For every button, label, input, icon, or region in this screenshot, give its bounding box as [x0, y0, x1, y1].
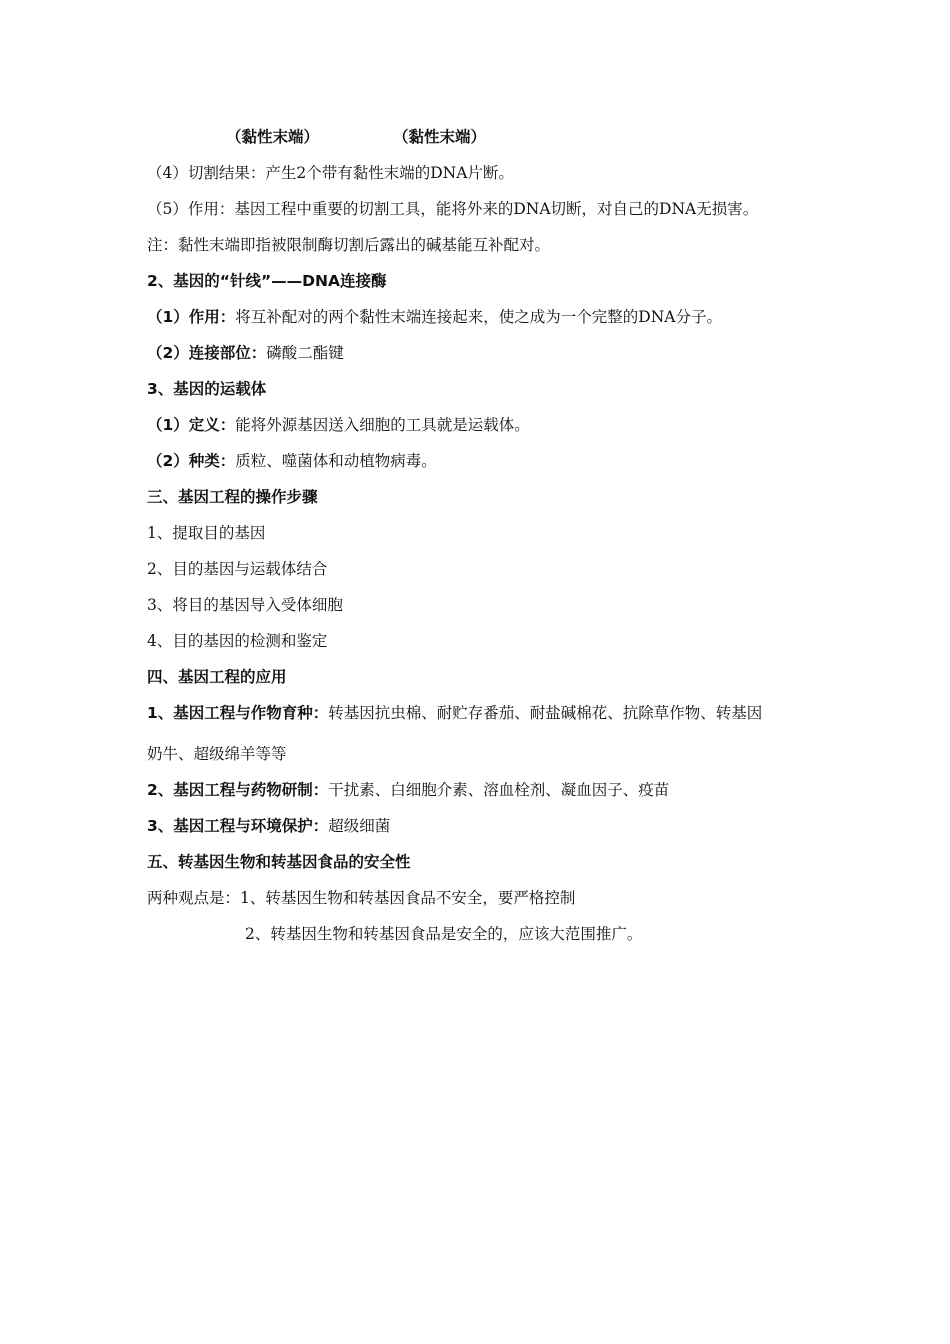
vector-item-definition: [147, 414, 530, 436]
environment-text: 超级细菌: [328, 817, 391, 835]
steps-heading: 三、基因工程的操作步骤: [147, 488, 318, 506]
ligase-function-text: 将互补配对的两个黏性末端连接起来，使之成为一个完整的DNA分子。: [235, 308, 722, 326]
application-environment: [147, 815, 390, 837]
crop-breeding-text: 转基因抗虫棉、耐贮存番茄、耐盐碱棉花、抗除草作物、转基因: [328, 704, 763, 722]
safety-heading: 五、转基因生物和转基因食品的安全性: [147, 853, 411, 871]
ligase-item-site: [147, 342, 344, 364]
safety-view-2: 2、转基因生物和转基因食品是安全的，应该大范围推广。: [245, 925, 643, 943]
environment-label: 3、基因工程与环境保护：: [147, 817, 329, 835]
vector-definition-label: （1）定义：: [147, 416, 236, 434]
safety-view-1: 两种观点是：1、转基因生物和转基因食品不安全，要严格控制: [147, 889, 576, 907]
vector-types-text: 质粒、噬菌体和动植物病毒。: [235, 452, 437, 470]
ligase-heading: 2、基因的“针线”——DNA连接酶: [147, 272, 387, 290]
ligase-site-text: 磷酸二酯键: [266, 344, 344, 362]
vector-definition-text: 能将外源基因送入细胞的工具就是运载体。: [235, 416, 530, 434]
sticky-end-label-left: （黏性末端）: [226, 128, 320, 146]
vector-types-label: （2）种类：: [147, 452, 236, 470]
step-item: 1、提取目的基因: [147, 524, 266, 542]
step-item: 3、将目的基因导入受体细胞: [147, 596, 343, 614]
crop-breeding-continuation: 奶牛、超级绵羊等等: [147, 745, 287, 763]
application-drug-development: [147, 779, 669, 801]
sticky-end-note: 注：黏性末端即指被限制酶切割后露出的碱基能互补配对。: [147, 236, 551, 254]
cut-result: （4）切割结果：产生2个带有黏性末端的DNA片断。: [147, 164, 514, 182]
step-item: 4、目的基因的检测和鉴定: [147, 632, 328, 650]
sticky-end-label-right: （黏性末端）: [393, 128, 487, 146]
drug-development-label: 2、基因工程与药物研制：: [147, 781, 329, 799]
ligase-site-label: （2）连接部位：: [147, 344, 267, 362]
ligase-item-function: [147, 306, 722, 328]
applications-heading: 四、基因工程的应用: [147, 668, 287, 686]
ligase-function-label: （1）作用：: [147, 308, 236, 326]
enzyme-function: （5）作用：基因工程中重要的切割工具，能将外来的DNA切断，对自己的DNA无损害。: [147, 200, 759, 218]
vector-item-types: [147, 450, 437, 472]
step-item: 2、目的基因与运载体结合: [147, 560, 328, 578]
vector-heading: 3、基因的运载体: [147, 380, 267, 398]
crop-breeding-label: 1、基因工程与作物育种：: [147, 704, 329, 722]
drug-development-text: 干扰素、白细胞介素、溶血栓剂、凝血因子、疫苗: [328, 781, 670, 799]
application-crop-breeding: [147, 702, 762, 724]
